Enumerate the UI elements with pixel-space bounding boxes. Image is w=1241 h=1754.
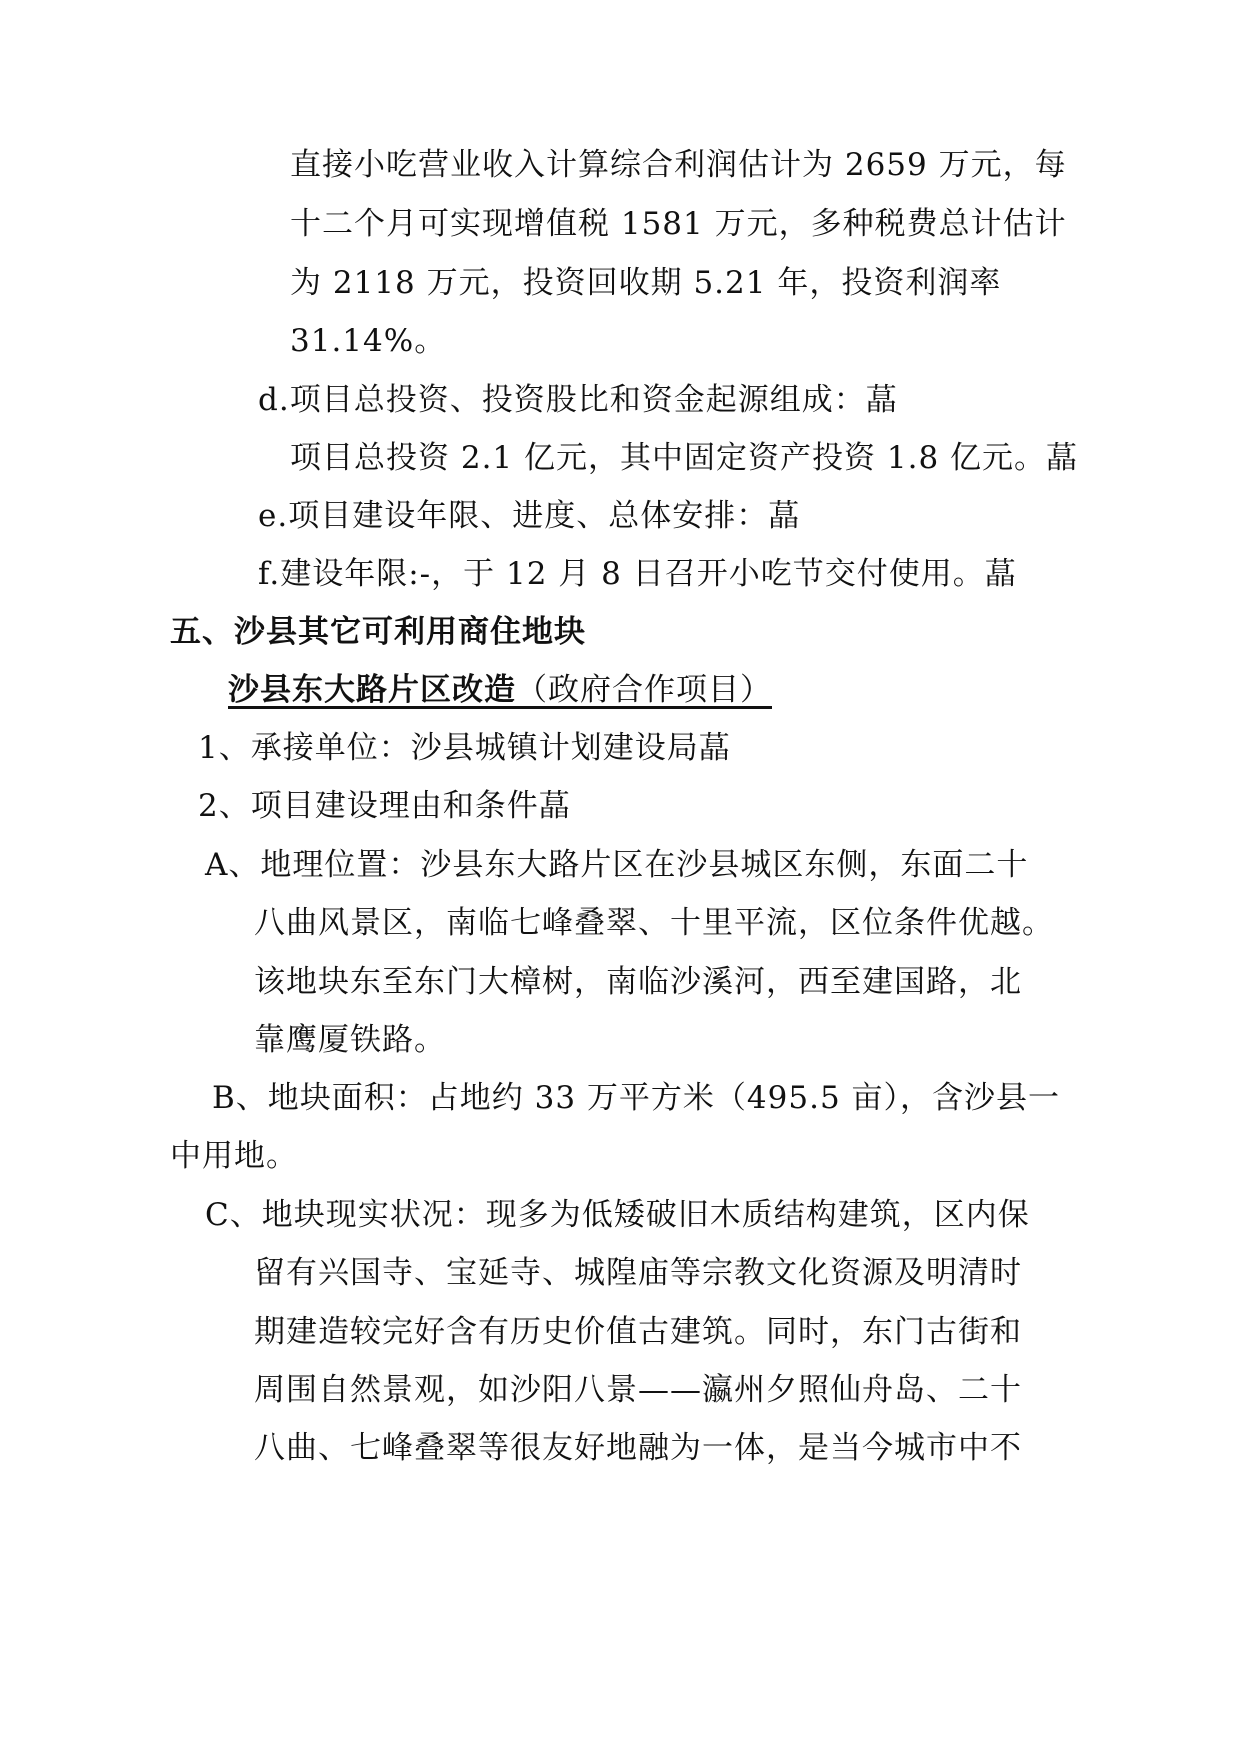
paragraph-line: 中用地。 bbox=[170, 1138, 298, 1174]
paragraph-line: 八曲、七峰叠翠等很友好地融为一体，是当今城市中不 bbox=[254, 1430, 1022, 1466]
list-item: 2、项目建设理由和条件蕌 bbox=[198, 788, 571, 824]
paragraph-line: 八曲风景区，南临七峰叠翠、十里平流，区位条件优越。 bbox=[254, 905, 1054, 941]
paragraph-line: 周围自然景观，如沙阳八景——瀛州夕照仙舟岛、二十 bbox=[254, 1372, 1022, 1408]
text-line: d.项目总投资、投资股比和资金起源组成：蕌 bbox=[258, 382, 898, 418]
text-line: 为 2118 万元，投资回收期 5.21 年，投资利润率 bbox=[290, 265, 1002, 301]
paragraph-line: 留有兴国寺、宝延寺、城隍庙等宗教文化资源及明清时 bbox=[254, 1255, 1022, 1291]
paragraph-line: 期建造较完好含有历史价值古建筑。同时，东门古街和 bbox=[254, 1314, 1022, 1350]
paragraph-line: C、地块现实状况：现多为低矮破旧木质结构建筑，区内保 bbox=[205, 1197, 1030, 1233]
text-line: 十二个月可实现增值税 1581 万元，多种税费总计估计 bbox=[290, 206, 1067, 242]
subtitle-paren: （政府合作项目） bbox=[516, 672, 772, 708]
text-line: 项目总投资 2.1 亿元，其中固定资产投资 1.8 亿元。蕌 bbox=[290, 440, 1079, 476]
paragraph-line: A、地理位置：沙县东大路片区在沙县城区东侧，东面二十 bbox=[205, 847, 1029, 883]
paragraph-line: B、地块面积：占地约 33 万平方米（495.5 亩），含沙县一 bbox=[212, 1080, 1061, 1116]
section-heading: 五、沙县其它可利用商住地块 bbox=[170, 614, 586, 650]
paragraph-line: 靠鹰厦铁路。 bbox=[254, 1022, 446, 1058]
paragraph-line: 该地块东至东门大樟树，南临沙溪河，西至建国路，北 bbox=[254, 964, 1022, 1000]
text-line: 31.14%。 bbox=[290, 323, 447, 359]
list-item: 1、承接单位：沙县城镇计划建设局蕌 bbox=[198, 730, 731, 766]
text-line: e.项目建设年限、进度、总体安排：蕌 bbox=[258, 498, 801, 534]
subtitle-main: 沙县东大路片区改造 bbox=[228, 672, 516, 708]
text-line: 直接小吃营业收入计算综合利润估计为 2659 万元，每 bbox=[290, 147, 1067, 183]
subtitle bbox=[228, 670, 772, 710]
text-line: f.建设年限:-，于 12 月 8 日召开小吃节交付使用。蕌 bbox=[258, 556, 1017, 592]
